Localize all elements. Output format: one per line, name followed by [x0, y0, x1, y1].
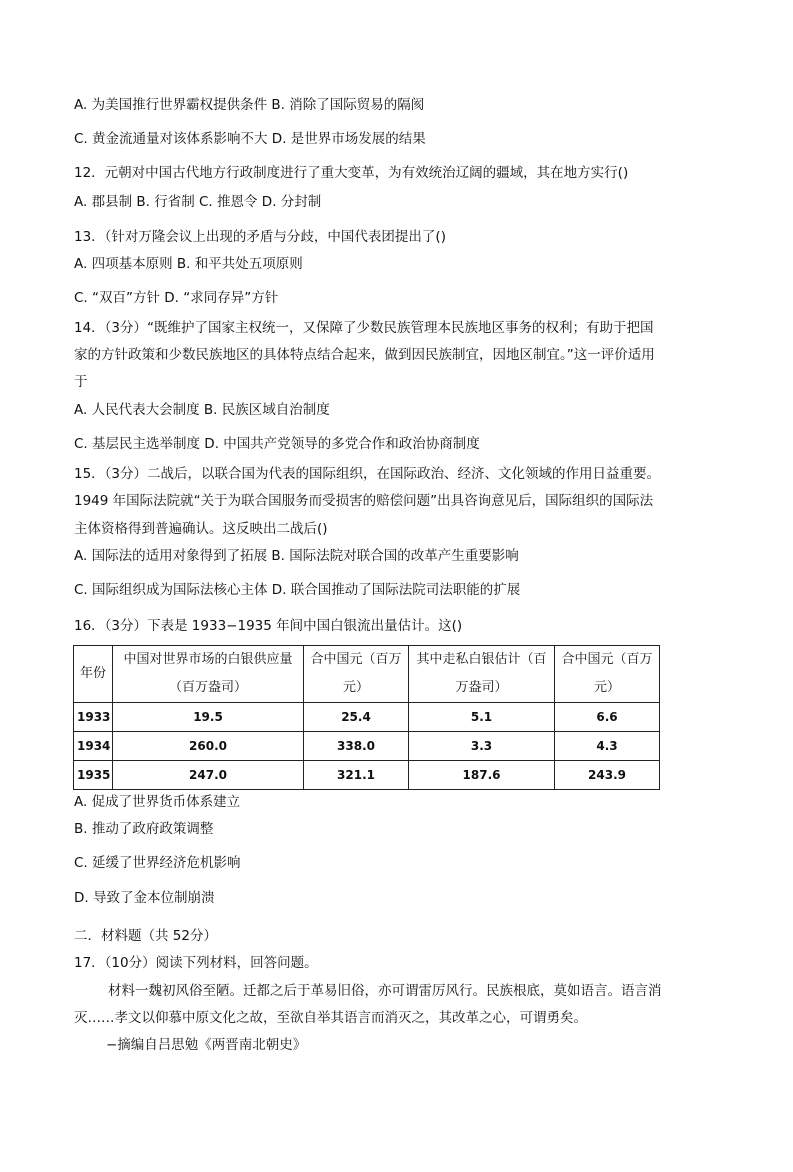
- line-11-options-cd: C. 黄金流通量对该体系影响不大 D. 是世界市场发展的结果: [74, 131, 426, 147]
- table-cell: 243.9: [555, 761, 660, 790]
- table-cell: 5.1: [409, 703, 555, 732]
- table-header-yuan-1: 合中国元（百万 元）: [304, 646, 409, 703]
- table-header-smuggled: 其中走私白银估计（百 万盎司）: [409, 646, 555, 703]
- material-1-line1: 材料一魏初风俗至陋。迁都之后于革易旧俗，亦可谓雷厉风行。民族根底，莫如语言。语言消: [108, 983, 662, 999]
- question-14-options-ab: A. 人民代表大会制度 B. 民族区域自治制度: [74, 402, 330, 418]
- table-cell: 1935: [74, 761, 113, 790]
- question-13-stem: 13．（针对万隆会议上出现的矛盾与分歧，中国代表团提出了(): [74, 229, 446, 245]
- question-15-stem-line3: 主体资格得到普遍确认。这反映出二战后(): [74, 521, 328, 537]
- table-header-row: [74, 646, 660, 703]
- line-11-options-ab: A. 为美国推行世界霸权提供条件 B. 消除了国际贸易的隔阂: [74, 97, 425, 113]
- table-cell: 1934: [74, 732, 113, 761]
- question-16-option-d: D. 导致了金本位制崩溃: [74, 890, 215, 906]
- question-17-stem: 17．（10分）阅读下列材料，回答问题。: [74, 955, 318, 971]
- question-15-options-cd: C. 国际组织成为国际法核心主体 D. 联合国推动了国际法院司法职能的扩展: [74, 582, 521, 598]
- table-header-yuan-2: 合中国元（百万 元）: [555, 646, 660, 703]
- table-cell: 3.3: [409, 732, 555, 761]
- table-cell: 321.1: [304, 761, 409, 790]
- question-16-option-c: C. 延缓了世界经济危机影响: [74, 855, 241, 871]
- table-row: [74, 703, 660, 732]
- table-cell: 1933: [74, 703, 113, 732]
- question-13-options-ab: A. 四项基本原则 B. 和平共处五项原则: [74, 256, 303, 272]
- table-cell: 6.6: [555, 703, 660, 732]
- question-15-options-ab: A. 国际法的适用对象得到了拓展 B. 国际法院对联合国的改革产生重要影响: [74, 548, 519, 564]
- question-14-stem-line1: 14．（3分）“既维护了国家主权统一，又保障了少数民族管理本民族地区事务的权利；有助于把国: [74, 320, 654, 336]
- table-row: [74, 761, 660, 790]
- table-cell: 25.4: [304, 703, 409, 732]
- question-12-options: A. 郡县制 B. 行省制 C. 推恩令 D. 分封制: [74, 194, 322, 210]
- question-12-stem: 12．元朝对中国古代地方行政制度进行了重大变革，为有效统治辽阔的疆域，其在地方实行(): [74, 165, 629, 181]
- table-cell: 187.6: [409, 761, 555, 790]
- question-16-option-a: A. 促成了世界货币体系建立: [74, 794, 241, 810]
- section-heading-material: 二．材料题（共 52分）: [74, 928, 217, 944]
- material-1-line2: 灭……孝文以仰慕中原文化之故，至欲自举其语言而消灭之，其改革之心，可谓勇矣。: [74, 1010, 587, 1026]
- question-15-stem-line2: 1949 年国际法院就“关于为联合国服务而受损害的赔偿问题”出具咨询意见后，国际组织的国际法: [74, 493, 654, 509]
- table-cell: 247.0: [113, 761, 304, 790]
- table-header-supply: 中国对世界市场的白银供应量 （百万盎司）: [113, 646, 304, 703]
- table-cell: 19.5: [113, 703, 304, 732]
- question-14-stem-line2: 家的方针政策和少数民族地区的具体特点结合起来，做到因民族制宜，因地区制宜。”这一评价适用: [74, 347, 655, 363]
- table-row: [74, 732, 660, 761]
- question-13-options-cd: C. “双百”方针 D. “求同存异”方针: [74, 290, 279, 306]
- table-cell: 338.0: [304, 732, 409, 761]
- material-1-source: −摘编自吕思勉《两晋南北朝史》: [106, 1037, 307, 1053]
- question-14-stem-line3: 于: [74, 374, 88, 390]
- table-cell: 4.3: [555, 732, 660, 761]
- question-16-option-b: B. 推动了政府政策调整: [74, 821, 214, 837]
- table-cell: 260.0: [113, 732, 304, 761]
- silver-outflow-table: [73, 645, 660, 790]
- table-header-year: 年份: [74, 646, 113, 703]
- question-16-stem: 16．（3分）下表是 1933−1935 年间中国白银流出量估计。这(): [74, 618, 463, 634]
- question-15-stem-line1: 15．（3分）二战后，以联合国为代表的国际组织，在国际政治、经济、文化领域的作用日益重要。: [74, 466, 661, 482]
- question-14-options-cd: C. 基层民主选举制度 D. 中国共产党领导的多党合作和政治协商制度: [74, 436, 480, 452]
